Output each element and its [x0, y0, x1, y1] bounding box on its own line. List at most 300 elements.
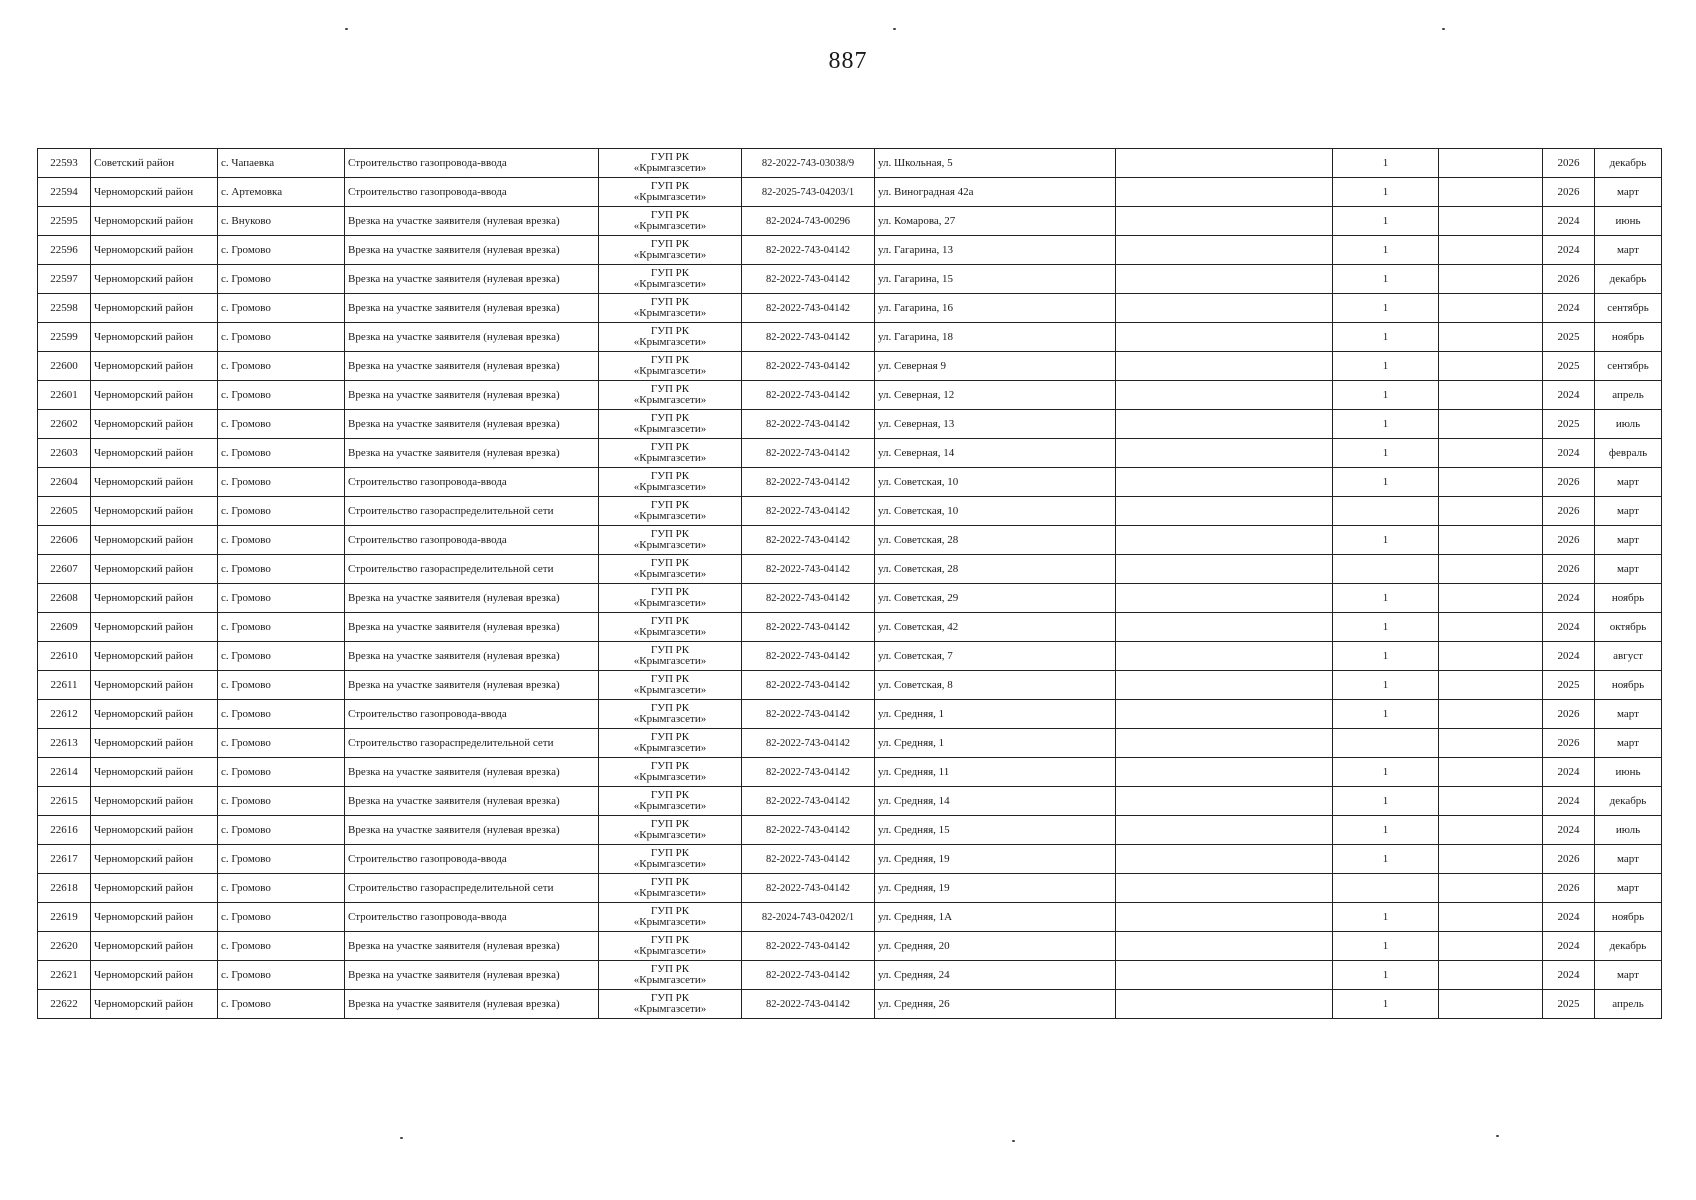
address-cell: ул. Гагарина, 16: [875, 294, 1116, 323]
year-cell: 2024: [1543, 816, 1595, 845]
organization-cell: [599, 671, 742, 700]
work-type-cell: Строительство газопровода-ввода: [345, 700, 599, 729]
village-cell: с. Громово: [218, 584, 345, 613]
blank-cell: [1116, 149, 1333, 178]
quantity-cell: 1: [1333, 584, 1439, 613]
work-type-cell: Врезка на участке заявителя (нулевая врезка): [345, 323, 599, 352]
work-type-cell: Врезка на участке заявителя (нулевая врезка): [345, 439, 599, 468]
application-code-cell: 82-2022-743-04142: [742, 381, 875, 410]
application-code-cell: 82-2024-743-04202/1: [742, 903, 875, 932]
row-number: 22613: [38, 729, 91, 758]
row-number: 22597: [38, 265, 91, 294]
organization-cell: [599, 149, 742, 178]
village-cell: с. Громово: [218, 468, 345, 497]
table-row: [38, 961, 1662, 990]
organization-cell: [599, 816, 742, 845]
application-code-cell: 82-2022-743-04142: [742, 265, 875, 294]
address-cell: ул. Советская, 42: [875, 613, 1116, 642]
table-row: [38, 526, 1662, 555]
year-cell: 2026: [1543, 468, 1595, 497]
year-cell: 2026: [1543, 845, 1595, 874]
month-cell: ноябрь: [1595, 671, 1662, 700]
month-cell: март: [1595, 729, 1662, 758]
village-cell: с. Громово: [218, 381, 345, 410]
quantity-cell: 1: [1333, 323, 1439, 352]
district-cell: Черноморский район: [91, 874, 218, 903]
table-row: [38, 555, 1662, 584]
month-cell: март: [1595, 236, 1662, 265]
address-cell: ул. Советская, 10: [875, 497, 1116, 526]
quantity-cell: 1: [1333, 758, 1439, 787]
quantity-cell: 1: [1333, 671, 1439, 700]
year-cell: 2024: [1543, 207, 1595, 236]
address-cell: ул. Средняя, 1А: [875, 903, 1116, 932]
organization-line: ГУП РК: [650, 963, 690, 975]
village-cell: с. Громово: [218, 961, 345, 990]
year-cell: 2026: [1543, 874, 1595, 903]
application-code-cell: 82-2022-743-04142: [742, 526, 875, 555]
row-number: 22622: [38, 990, 91, 1019]
table-row: [38, 149, 1662, 178]
application-code-cell: 82-2022-743-04142: [742, 961, 875, 990]
blank-cell: [1116, 178, 1333, 207]
month-cell: декабрь: [1595, 932, 1662, 961]
address-cell: ул. Средняя, 11: [875, 758, 1116, 787]
district-cell: Черноморский район: [91, 207, 218, 236]
year-cell: 2024: [1543, 932, 1595, 961]
organization-cell: [599, 961, 742, 990]
table-row: [38, 903, 1662, 932]
month-cell: август: [1595, 642, 1662, 671]
blank-cell: [1439, 787, 1543, 816]
row-number: 22614: [38, 758, 91, 787]
organization-line: ГУП РК: [650, 586, 690, 598]
work-type-cell: Строительство газопровода-ввода: [345, 468, 599, 497]
blank-cell: [1439, 671, 1543, 700]
organization-cell: [599, 787, 742, 816]
work-type-cell: Врезка на участке заявителя (нулевая врезка): [345, 381, 599, 410]
month-cell: апрель: [1595, 990, 1662, 1019]
address-cell: ул. Советская, 10: [875, 468, 1116, 497]
month-cell: сентябрь: [1595, 352, 1662, 381]
row-number: 22598: [38, 294, 91, 323]
district-cell: Советский район: [91, 149, 218, 178]
quantity-cell: [1333, 497, 1439, 526]
village-cell: с. Чапаевка: [218, 149, 345, 178]
district-cell: Черноморский район: [91, 323, 218, 352]
blank-cell: [1116, 526, 1333, 555]
application-code-cell: 82-2022-743-04142: [742, 439, 875, 468]
table-row: [38, 323, 1662, 352]
organization-line: «Крымгазсети»: [633, 278, 707, 290]
organization-line: «Крымгазсети»: [633, 539, 707, 551]
organization-line: ГУП РК: [650, 470, 690, 482]
table-row: [38, 584, 1662, 613]
address-cell: ул. Средняя, 1: [875, 729, 1116, 758]
organization-line: «Крымгазсети»: [633, 597, 707, 609]
scan-speck: [893, 28, 896, 30]
organization-cell: [599, 178, 742, 207]
quantity-cell: 1: [1333, 468, 1439, 497]
organization-line: ГУП РК: [650, 528, 690, 540]
quantity-cell: 1: [1333, 178, 1439, 207]
year-cell: 2024: [1543, 903, 1595, 932]
row-number: 22616: [38, 816, 91, 845]
blank-cell: [1439, 468, 1543, 497]
table-row: [38, 497, 1662, 526]
organization-cell: [599, 468, 742, 497]
district-cell: Черноморский район: [91, 178, 218, 207]
year-cell: 2026: [1543, 149, 1595, 178]
village-cell: с. Громово: [218, 294, 345, 323]
quantity-cell: 1: [1333, 294, 1439, 323]
application-code-cell: 82-2022-743-04142: [742, 845, 875, 874]
work-type-cell: Врезка на участке заявителя (нулевая врезка): [345, 236, 599, 265]
district-cell: Черноморский район: [91, 729, 218, 758]
organization-cell: [599, 729, 742, 758]
organization-line: ГУП РК: [650, 296, 690, 308]
address-cell: ул. Советская, 28: [875, 526, 1116, 555]
application-code-cell: 82-2022-743-04142: [742, 584, 875, 613]
blank-cell: [1439, 613, 1543, 642]
month-cell: март: [1595, 178, 1662, 207]
address-cell: ул. Северная, 13: [875, 410, 1116, 439]
year-cell: 2026: [1543, 555, 1595, 584]
district-cell: Черноморский район: [91, 642, 218, 671]
district-cell: Черноморский район: [91, 584, 218, 613]
district-cell: Черноморский район: [91, 787, 218, 816]
quantity-cell: 1: [1333, 265, 1439, 294]
organization-line: «Крымгазсети»: [633, 887, 707, 899]
blank-cell: [1116, 961, 1333, 990]
district-cell: Черноморский район: [91, 700, 218, 729]
blank-cell: [1439, 700, 1543, 729]
organization-line: «Крымгазсети»: [633, 684, 707, 696]
village-cell: с. Громово: [218, 439, 345, 468]
blank-cell: [1116, 845, 1333, 874]
row-number: 22593: [38, 149, 91, 178]
village-cell: с. Громово: [218, 758, 345, 787]
row-number: 22605: [38, 497, 91, 526]
village-cell: с. Громово: [218, 932, 345, 961]
scan-speck: [345, 28, 348, 30]
row-number: 22618: [38, 874, 91, 903]
application-code-cell: 82-2022-743-04142: [742, 990, 875, 1019]
blank-cell: [1116, 352, 1333, 381]
village-cell: с. Громово: [218, 497, 345, 526]
quantity-cell: [1333, 729, 1439, 758]
organization-line: «Крымгазсети»: [633, 742, 707, 754]
organization-line: «Крымгазсети»: [633, 220, 707, 232]
organization-line: «Крымгазсети»: [633, 452, 707, 464]
blank-cell: [1439, 990, 1543, 1019]
organization-line: «Крымгазсети»: [633, 1003, 707, 1015]
work-type-cell: Строительство газораспределительной сети: [345, 497, 599, 526]
organization-line: ГУП РК: [650, 731, 690, 743]
quantity-cell: 1: [1333, 642, 1439, 671]
work-type-cell: Врезка на участке заявителя (нулевая врезка): [345, 265, 599, 294]
address-cell: ул. Средняя, 19: [875, 874, 1116, 903]
blank-cell: [1439, 439, 1543, 468]
organization-line: «Крымгазсети»: [633, 655, 707, 667]
blank-cell: [1439, 874, 1543, 903]
application-code-cell: 82-2022-743-04142: [742, 642, 875, 671]
year-cell: 2024: [1543, 758, 1595, 787]
quantity-cell: 1: [1333, 207, 1439, 236]
table-row: [38, 294, 1662, 323]
row-number: 22602: [38, 410, 91, 439]
month-cell: февраль: [1595, 439, 1662, 468]
organization-cell: [599, 642, 742, 671]
district-cell: Черноморский район: [91, 845, 218, 874]
organization-line: ГУП РК: [650, 383, 690, 395]
month-cell: март: [1595, 700, 1662, 729]
address-cell: ул. Советская, 28: [875, 555, 1116, 584]
work-type-cell: Строительство газопровода-ввода: [345, 178, 599, 207]
application-code-cell: 82-2022-743-04142: [742, 468, 875, 497]
organization-cell: [599, 555, 742, 584]
village-cell: с. Громово: [218, 555, 345, 584]
row-number: 22606: [38, 526, 91, 555]
organization-line: «Крымгазсети»: [633, 307, 707, 319]
village-cell: с. Громово: [218, 265, 345, 294]
application-code-cell: 82-2022-743-04142: [742, 729, 875, 758]
organization-cell: [599, 352, 742, 381]
month-cell: март: [1595, 555, 1662, 584]
blank-cell: [1439, 178, 1543, 207]
year-cell: 2025: [1543, 323, 1595, 352]
district-cell: Черноморский район: [91, 758, 218, 787]
blank-cell: [1439, 294, 1543, 323]
work-type-cell: Врезка на участке заявителя (нулевая врезка): [345, 352, 599, 381]
work-type-cell: Врезка на участке заявителя (нулевая врезка): [345, 671, 599, 700]
blank-cell: [1116, 584, 1333, 613]
organization-cell: [599, 526, 742, 555]
work-type-cell: Врезка на участке заявителя (нулевая врезка): [345, 410, 599, 439]
organization-line: ГУП РК: [650, 847, 690, 859]
month-cell: март: [1595, 497, 1662, 526]
organization-cell: [599, 381, 742, 410]
organization-line: «Крымгазсети»: [633, 191, 707, 203]
application-code-cell: 82-2022-743-04142: [742, 555, 875, 584]
month-cell: июль: [1595, 410, 1662, 439]
organization-line: ГУП РК: [650, 354, 690, 366]
month-cell: декабрь: [1595, 265, 1662, 294]
table-row: [38, 265, 1662, 294]
month-cell: март: [1595, 526, 1662, 555]
application-code-cell: 82-2022-743-04142: [742, 497, 875, 526]
blank-cell: [1116, 323, 1333, 352]
organization-line: ГУП РК: [650, 151, 690, 163]
row-number: 22611: [38, 671, 91, 700]
table-row: [38, 932, 1662, 961]
district-cell: Черноморский район: [91, 816, 218, 845]
blank-cell: [1439, 845, 1543, 874]
village-cell: с. Громово: [218, 700, 345, 729]
organization-line: «Крымгазсети»: [633, 510, 707, 522]
quantity-cell: 1: [1333, 990, 1439, 1019]
organization-line: ГУП РК: [650, 992, 690, 1004]
quantity-cell: 1: [1333, 526, 1439, 555]
district-cell: Черноморский район: [91, 265, 218, 294]
application-code-cell: 82-2022-743-04142: [742, 352, 875, 381]
organization-cell: [599, 932, 742, 961]
year-cell: 2025: [1543, 671, 1595, 700]
work-type-cell: Врезка на участке заявителя (нулевая врезка): [345, 990, 599, 1019]
application-code-cell: 82-2022-743-04142: [742, 874, 875, 903]
blank-cell: [1116, 207, 1333, 236]
month-cell: июнь: [1595, 207, 1662, 236]
address-cell: ул. Средняя, 20: [875, 932, 1116, 961]
year-cell: 2026: [1543, 700, 1595, 729]
work-type-cell: Строительство газораспределительной сети: [345, 729, 599, 758]
quantity-cell: 1: [1333, 381, 1439, 410]
district-cell: Черноморский район: [91, 468, 218, 497]
month-cell: ноябрь: [1595, 323, 1662, 352]
address-cell: ул. Северная 9: [875, 352, 1116, 381]
month-cell: март: [1595, 468, 1662, 497]
month-cell: июль: [1595, 816, 1662, 845]
table-row: [38, 207, 1662, 236]
blank-cell: [1439, 207, 1543, 236]
work-type-cell: Врезка на участке заявителя (нулевая врезка): [345, 642, 599, 671]
village-cell: с. Громово: [218, 845, 345, 874]
organization-line: «Крымгазсети»: [633, 336, 707, 348]
blank-cell: [1439, 903, 1543, 932]
year-cell: 2024: [1543, 961, 1595, 990]
district-cell: Черноморский район: [91, 555, 218, 584]
year-cell: 2025: [1543, 410, 1595, 439]
quantity-cell: 1: [1333, 845, 1439, 874]
month-cell: июнь: [1595, 758, 1662, 787]
address-cell: ул. Гагарина, 18: [875, 323, 1116, 352]
blank-cell: [1116, 932, 1333, 961]
month-cell: март: [1595, 874, 1662, 903]
application-code-cell: 82-2022-743-03038/9: [742, 149, 875, 178]
row-number: 22619: [38, 903, 91, 932]
district-cell: Черноморский район: [91, 903, 218, 932]
blank-cell: [1116, 700, 1333, 729]
organization-line: ГУП РК: [650, 557, 690, 569]
organization-line: ГУП РК: [650, 818, 690, 830]
district-cell: Черноморский район: [91, 352, 218, 381]
table-row: [38, 990, 1662, 1019]
organization-line: «Крымгазсети»: [633, 162, 707, 174]
village-cell: с. Громово: [218, 874, 345, 903]
village-cell: с. Громово: [218, 410, 345, 439]
village-cell: с. Громово: [218, 671, 345, 700]
table-row: [38, 758, 1662, 787]
organization-line: ГУП РК: [650, 702, 690, 714]
organization-line: «Крымгазсети»: [633, 365, 707, 377]
village-cell: с. Громово: [218, 642, 345, 671]
district-cell: Черноморский район: [91, 613, 218, 642]
village-cell: с. Громово: [218, 903, 345, 932]
application-code-cell: 82-2022-743-04142: [742, 932, 875, 961]
table-row: [38, 845, 1662, 874]
quantity-cell: [1333, 555, 1439, 584]
row-number: 22599: [38, 323, 91, 352]
address-cell: ул. Средняя, 1: [875, 700, 1116, 729]
table-row: [38, 613, 1662, 642]
address-cell: ул. Средняя, 15: [875, 816, 1116, 845]
quantity-cell: 1: [1333, 439, 1439, 468]
organization-cell: [599, 990, 742, 1019]
organization-line: «Крымгазсети»: [633, 800, 707, 812]
table-row: [38, 236, 1662, 265]
blank-cell: [1116, 729, 1333, 758]
organization-line: ГУП РК: [650, 934, 690, 946]
organization-cell: [599, 439, 742, 468]
application-code-cell: 82-2022-743-04142: [742, 816, 875, 845]
blank-cell: [1116, 497, 1333, 526]
year-cell: 2024: [1543, 787, 1595, 816]
blank-cell: [1439, 758, 1543, 787]
village-cell: с. Громово: [218, 990, 345, 1019]
year-cell: 2024: [1543, 642, 1595, 671]
address-cell: ул. Северная, 12: [875, 381, 1116, 410]
quantity-cell: 1: [1333, 410, 1439, 439]
month-cell: апрель: [1595, 381, 1662, 410]
organization-cell: [599, 845, 742, 874]
quantity-cell: 1: [1333, 932, 1439, 961]
organization-line: «Крымгазсети»: [633, 481, 707, 493]
work-type-cell: Врезка на участке заявителя (нулевая врезка): [345, 961, 599, 990]
row-number: 22594: [38, 178, 91, 207]
month-cell: ноябрь: [1595, 584, 1662, 613]
organization-cell: [599, 758, 742, 787]
blank-cell: [1439, 323, 1543, 352]
address-cell: ул. Гагарина, 13: [875, 236, 1116, 265]
row-number: 22617: [38, 845, 91, 874]
organization-line: «Крымгазсети»: [633, 568, 707, 580]
scan-speck: [1442, 28, 1445, 30]
table-row: [38, 468, 1662, 497]
organization-cell: [599, 497, 742, 526]
work-type-cell: Врезка на участке заявителя (нулевая врезка): [345, 787, 599, 816]
blank-cell: [1439, 410, 1543, 439]
blank-cell: [1439, 265, 1543, 294]
organization-line: ГУП РК: [650, 876, 690, 888]
village-cell: с. Артемовка: [218, 178, 345, 207]
organization-cell: [599, 700, 742, 729]
address-cell: ул. Средняя, 14: [875, 787, 1116, 816]
blank-cell: [1439, 149, 1543, 178]
organization-line: ГУП РК: [650, 412, 690, 424]
year-cell: 2024: [1543, 381, 1595, 410]
address-cell: ул. Средняя, 26: [875, 990, 1116, 1019]
address-cell: ул. Гагарина, 15: [875, 265, 1116, 294]
month-cell: март: [1595, 961, 1662, 990]
month-cell: декабрь: [1595, 787, 1662, 816]
row-number: 22607: [38, 555, 91, 584]
organization-line: «Крымгазсети»: [633, 713, 707, 725]
district-cell: Черноморский район: [91, 671, 218, 700]
month-cell: ноябрь: [1595, 903, 1662, 932]
scan-speck: [400, 1137, 403, 1139]
row-number: 22601: [38, 381, 91, 410]
address-cell: ул. Виноградная 42а: [875, 178, 1116, 207]
organization-line: «Крымгазсети»: [633, 771, 707, 783]
blank-cell: [1439, 816, 1543, 845]
application-code-cell: 82-2022-743-04142: [742, 323, 875, 352]
blank-cell: [1439, 961, 1543, 990]
organization-line: ГУП РК: [650, 499, 690, 511]
application-code-cell: 82-2024-743-00296: [742, 207, 875, 236]
year-cell: 2026: [1543, 526, 1595, 555]
organization-line: ГУП РК: [650, 760, 690, 772]
blank-cell: [1116, 874, 1333, 903]
